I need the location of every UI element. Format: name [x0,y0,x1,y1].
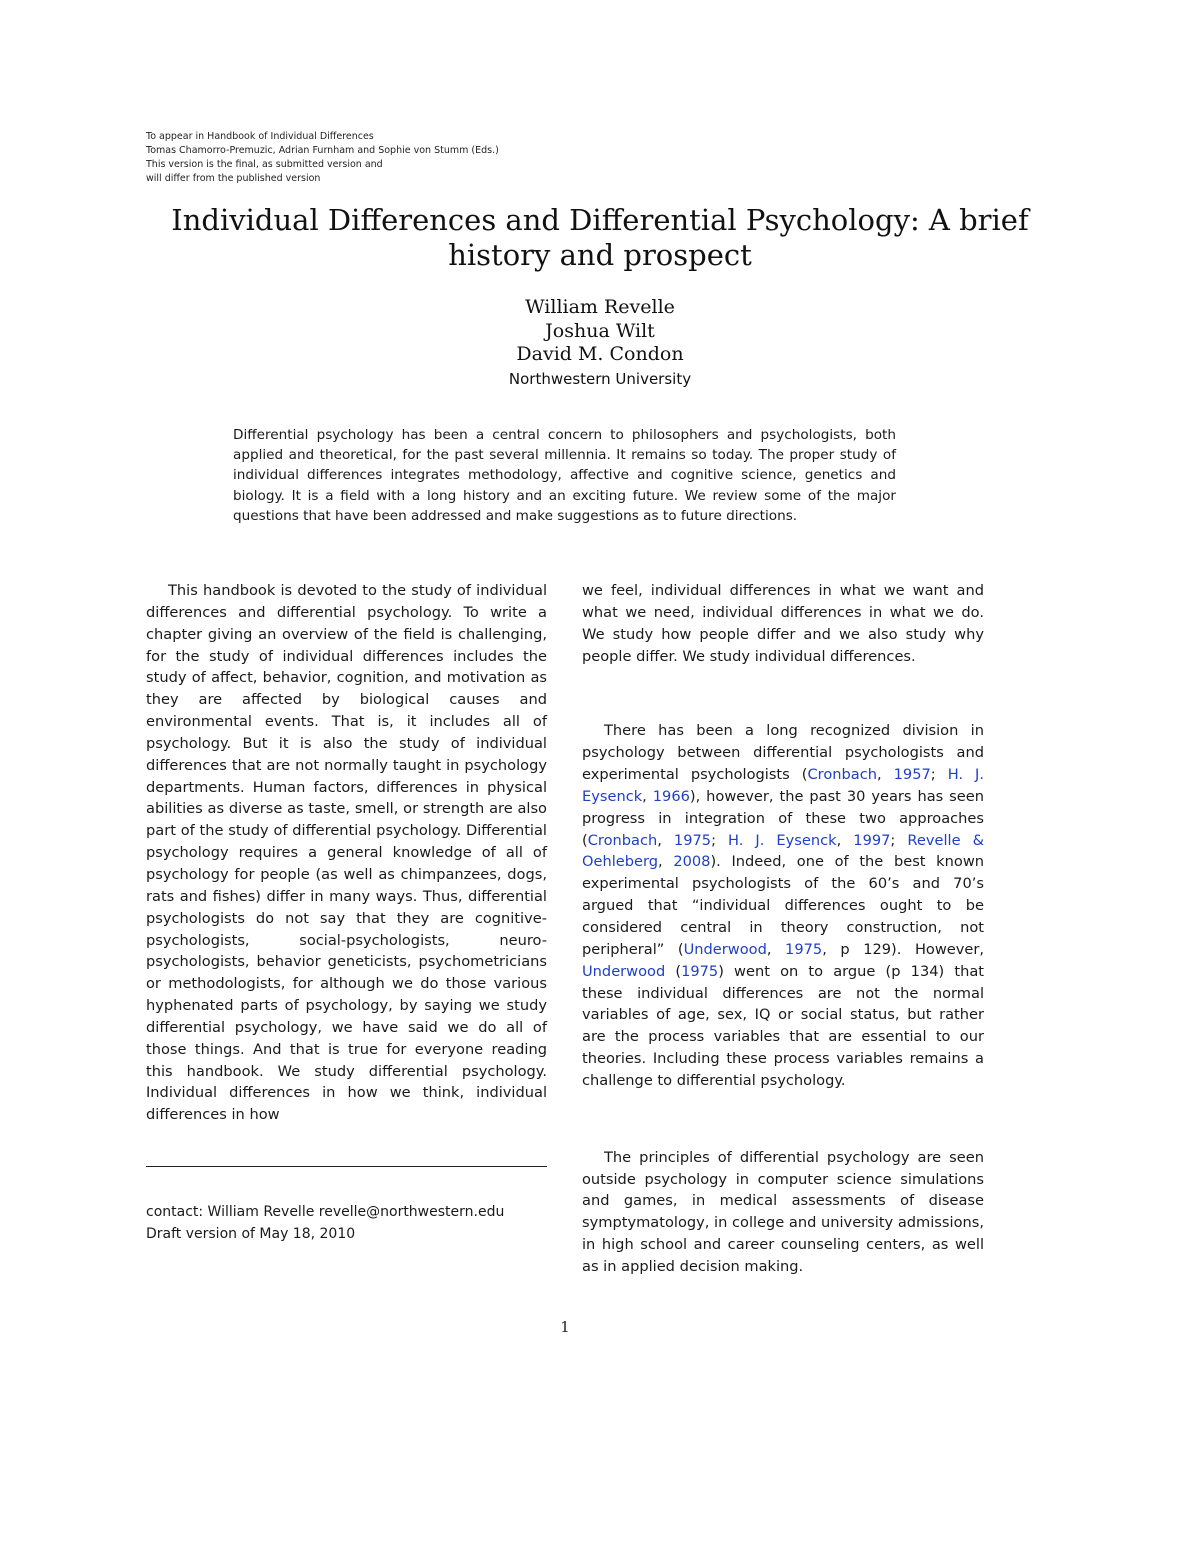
text-span: , [766,940,786,958]
footnote [146,1201,547,1245]
author-affiliation: Northwestern University [508,370,692,388]
right-column [582,580,984,1278]
publication-note-line: To appear in Handbook of Individual Differences [146,131,374,142]
paper-title [110,203,1090,273]
paper-title-line: Individual Differences and Differential Psychology: A brief [171,203,1029,237]
text-span: , p 129). However, [822,940,985,958]
publication-note-line: Tomas Chamorro-Premuzic, Adrian Furnham and Sophie von Stumm (Eds.) [146,145,499,156]
citation-link[interactable]: Cronbach [807,766,877,784]
text-span: ; [711,831,729,849]
citation-year-link[interactable]: 2008 [673,853,711,871]
footnote-rule [146,1166,547,1167]
citation-year-link[interactable]: 1975 [785,940,823,958]
author-name: William Revelle [525,296,675,318]
citation-link[interactable]: H. J. Eysenck [728,831,837,849]
draft-version-line: Draft version of May 18, 2010 [146,1226,356,1242]
citation-link[interactable]: Cronbach [587,831,658,849]
text-span: ) went on to argue (p 134) that these individual differences are not the normal variables of age, sex, IQ or social status, but rather are the process variables that are essential to our theories. Including these process variables remains a challenge to differential psychology. [582,962,984,1089]
text-span: There has been a long recognized division in psychology between differential psychologists and experimental psychologists ( [582,722,984,784]
body-paragraph-continued: we feel, individual differences in what we want and what we need, individual differences in what we do. We study how people differ and we also study why people differ. We study individual differences. [582,582,984,665]
publication-note [146,130,566,186]
citation-link[interactable]: Underwood [683,940,767,958]
publication-note-line: This version is the final, as submitted version and [146,159,383,170]
text-span: , [836,831,854,849]
body-paragraph [582,720,984,1091]
author-name: David M. Condon [516,343,684,365]
publication-note-line: will differ from the published version [146,173,321,184]
citation-link[interactable]: H. J. Eysenck [582,766,984,805]
citation-link[interactable]: Revelle & Oehleberg [582,831,984,871]
citation-link[interactable]: Underwood [582,962,666,980]
author-list [300,296,900,367]
text-span: , [658,853,674,871]
text-span: , [642,787,653,805]
left-column [146,580,547,1126]
text-span: ), however, the past 30 years has seen progress in integration of these two approaches ( [582,787,984,849]
text-span: , [657,831,674,849]
page-number: 1 [560,1318,570,1336]
author-name: Joshua Wilt [545,319,655,342]
paper-title-line: history and prospect [448,238,752,272]
text-span: ). Indeed, one of the best known experimental psychologists of the 60’s and 70’s argued that “individual differences ought to be considered central in theory construction, not peripheral” ( [582,853,984,958]
text-span: ( [665,962,682,980]
body-paragraph: This handbook is devoted to the study of individual differences and differential psychology. To write a chapter giving an overview of the field is challenging, for the study of individual differences includes the study of affect, behavior, cognition, and motivation as they are affected by biological causes and environmental events. That is, it includes all of psychology. But it is also the study of individual differences that are not normally taught in psychology departments. Human factors, differences in physical abilities as diverse as taste, smell, or strength are also part of the study of differential psychology. Differential psychology requires a general knowledge of all of psychology for people (as well as chimpanzees, dogs, rats and fishes) differ in many ways. Thus, differential psychologists do not say that they are cognitive-psychologists, social-psychologists, neuro-psychologists, behavior geneticists, psychometricians or methodologists, for although we do those various hyphenated parts of psychology, by saying we study differential psychology, we have said we do all of those things. And that is true for everyone reading this handbook. We study differential psychology. Individual differences in how we think, individual differences in how [146,582,547,1124]
citation-year-link[interactable]: 1997 [853,831,891,849]
text-span: , [876,766,894,784]
text-span: ; [930,766,948,784]
citation-year-link[interactable]: 1957 [893,766,931,784]
contact-line: contact: William Revelle revelle@northwestern.edu [146,1204,505,1220]
citation-year-link[interactable]: 1975 [681,962,719,980]
text-span: ; [890,831,908,849]
citation-year-link[interactable]: 1966 [652,787,690,805]
citation-year-link[interactable]: 1975 [673,831,712,849]
abstract: Differential psychology has been a central concern to philosophers and psychologists, both applied and theoretical, for the past several millennia. It remains so today. The proper study of individual differences integrates methodology, affective and cognitive science, genetics and biology. It is a field with a long history and an exciting future. We review some of the major questions that have been addressed and make suggestions as to future directions. [233,427,896,524]
body-paragraph: The principles of differential psychology are seen outside psychology in computer science simulations and games, in medical assessments of disease symptymatology, in college and university admissions, in high school and career counseling centers, as well as in applied decision making. [582,1148,984,1275]
